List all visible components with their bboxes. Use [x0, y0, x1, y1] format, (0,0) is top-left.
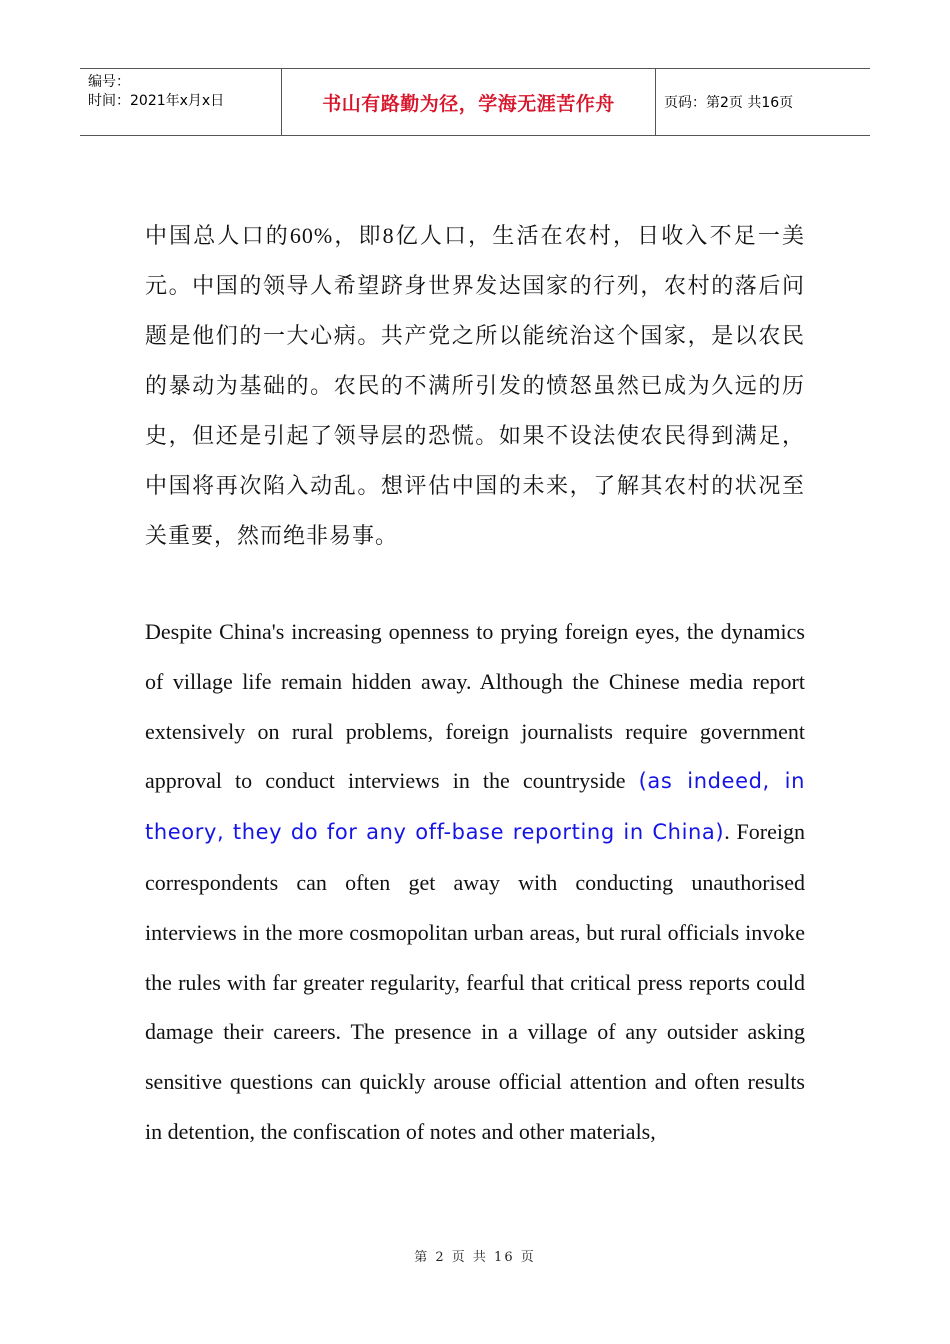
- english-text-part1: Despite China's increasing openness to prying foreign eyes, the dynamics of village life remain hidden away. Although the Chinese media report extensively on rural problems, foreign journalists require government approval to conduct interviews in the countryside: [145, 619, 805, 794]
- serial-number-label: 编号：: [88, 74, 130, 90]
- header-page-cell: [656, 69, 870, 135]
- english-text-part2: . Foreign correspondents can often get away with conducting unauthorised interviews in the more cosmopolitan urban areas, but rural officials invoke the rules with far greater regularity, fearful that critical press reports could damage their careers. The presence in a village of any outsider asking sensitive questions can quickly arouse official attention and often results in detention, the confiscation of notes and other materials,: [145, 819, 805, 1144]
- motto-text: 书山有路勤为径，学海无涯苦作舟: [322, 92, 615, 115]
- page-number-label: 页码：第2页 共16页: [664, 95, 794, 111]
- chinese-paragraph: 中国总人口的60%，即8亿人口，生活在农村，日收入不足一美元。中国的领导人希望跻身世界发达国家的行列，农村的落后问题是他们的一大心病。共产党之所以能统治这个国家，是以农民的暴动为基础的。农民的不满所引发的愤怒虽然已成为久远的历史，但还是引起了领导层的恐慌。如果不设法使农民得到满足，中国将再次陷入动乱。想评估中国的未来，了解其农村的状况至关重要，然而绝非易事。: [145, 223, 805, 548]
- document-header: [80, 68, 870, 136]
- english-highlight-text: (as indeed, in theory, they do for any off-base reporting in China): [145, 769, 805, 845]
- page-footer: 第 2 页 共 16 页: [414, 1250, 536, 1265]
- header-meta: [80, 69, 282, 135]
- english-paragraph: [145, 607, 805, 1157]
- header-motto-cell: [282, 69, 656, 135]
- date-label: 时间：2021年x月x日: [88, 93, 225, 109]
